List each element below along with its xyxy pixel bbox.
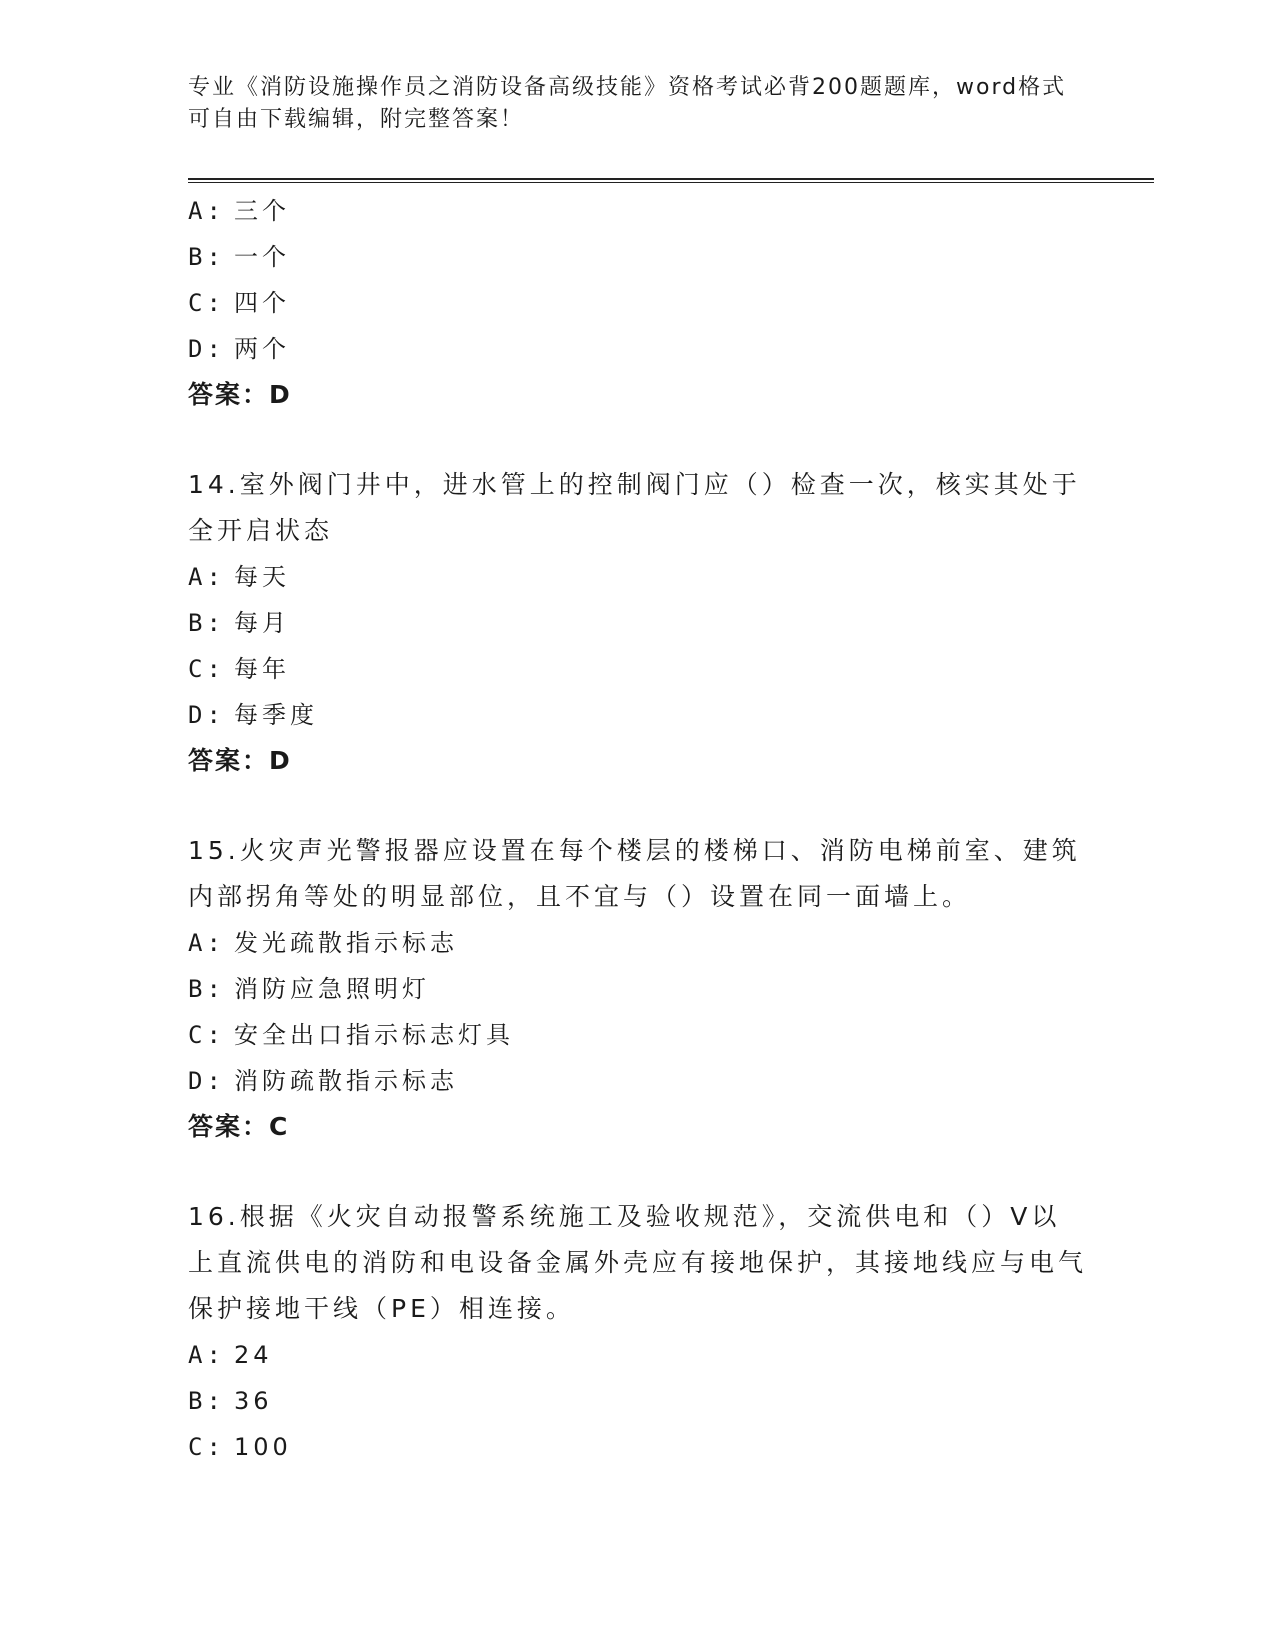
answer-label: 答案： — [188, 746, 270, 775]
option-letter: B: — [188, 1387, 225, 1415]
option-text: 24 — [234, 1341, 273, 1369]
option-a — [188, 920, 1088, 966]
answer-line — [188, 372, 1088, 418]
option-letter: A: — [188, 929, 225, 957]
option-letter: D: — [188, 701, 225, 729]
option-letter: B: — [188, 243, 225, 271]
option-text: 每月 — [234, 609, 290, 637]
option-b — [188, 234, 1088, 280]
option-letter: C: — [188, 1433, 225, 1461]
option-text: 发光疏散指示标志 — [234, 929, 458, 957]
answer-label: 答案： — [188, 1112, 270, 1141]
option-b — [188, 600, 1088, 646]
option-letter: C: — [188, 1021, 225, 1049]
option-letter: C: — [188, 655, 225, 683]
question-stem: 14.室外阀门井中，进水管上的控制阀门应（）检查一次，核实其处于全开启状态 — [188, 470, 1081, 545]
question-list — [188, 188, 1088, 1470]
option-text: 每季度 — [234, 701, 318, 729]
question-14 — [188, 462, 1088, 784]
option-letter: C: — [188, 289, 225, 317]
option-c — [188, 280, 1088, 326]
option-c — [188, 1012, 1088, 1058]
option-letter: B: — [188, 609, 225, 637]
option-d — [188, 1058, 1088, 1104]
option-text: 四个 — [234, 289, 290, 317]
answer-value: D — [269, 746, 292, 775]
question-16 — [188, 1194, 1088, 1470]
option-a — [188, 554, 1088, 600]
option-d — [188, 326, 1088, 372]
header-divider — [188, 178, 1154, 183]
answer-line — [188, 738, 1088, 784]
question-15 — [188, 828, 1088, 1150]
option-text: 每天 — [234, 563, 290, 591]
option-letter: A: — [188, 1341, 225, 1369]
option-text: 消防应急照明灯 — [234, 975, 430, 1003]
option-text: 36 — [234, 1387, 273, 1415]
option-letter: D: — [188, 1067, 225, 1095]
answer-line — [188, 1104, 1088, 1150]
document-header: 专业《消防设施操作员之消防设备高级技能》资格考试必背200题题库，word格式可自由下载编辑，附完整答案！ — [188, 75, 1067, 132]
option-text: 一个 — [234, 243, 290, 271]
option-letter: D: — [188, 335, 225, 363]
option-text: 消防疏散指示标志 — [234, 1067, 458, 1095]
option-text: 三个 — [234, 197, 290, 225]
option-text: 安全出口指示标志灯具 — [234, 1021, 514, 1049]
option-d — [188, 692, 1088, 738]
option-c — [188, 1424, 1088, 1470]
question-stem: 15.火灾声光警报器应设置在每个楼层的楼梯口、消防电梯前室、建筑内部拐角等处的明显部位，且不宜与（）设置在同一面墙上。 — [188, 836, 1081, 911]
answer-value: D — [269, 380, 292, 409]
option-b — [188, 1378, 1088, 1424]
option-letter: A: — [188, 197, 225, 225]
option-letter: A: — [188, 563, 225, 591]
option-a — [188, 188, 1088, 234]
option-letter: B: — [188, 975, 225, 1003]
option-text: 每年 — [234, 655, 290, 683]
answer-value: C — [269, 1112, 290, 1141]
option-text: 两个 — [234, 335, 290, 363]
question-stem: 16.根据《火灾自动报警系统施工及验收规范》，交流供电和（）V以上直流供电的消防和电设备金属外壳应有接地保护，其接地线应与电气保护接地干线（PE）相连接。 — [188, 1202, 1088, 1323]
option-text: 100 — [234, 1433, 292, 1461]
answer-label: 答案： — [188, 380, 270, 409]
option-b — [188, 966, 1088, 1012]
option-a — [188, 1332, 1088, 1378]
question-13 — [188, 188, 1088, 418]
option-c — [188, 646, 1088, 692]
